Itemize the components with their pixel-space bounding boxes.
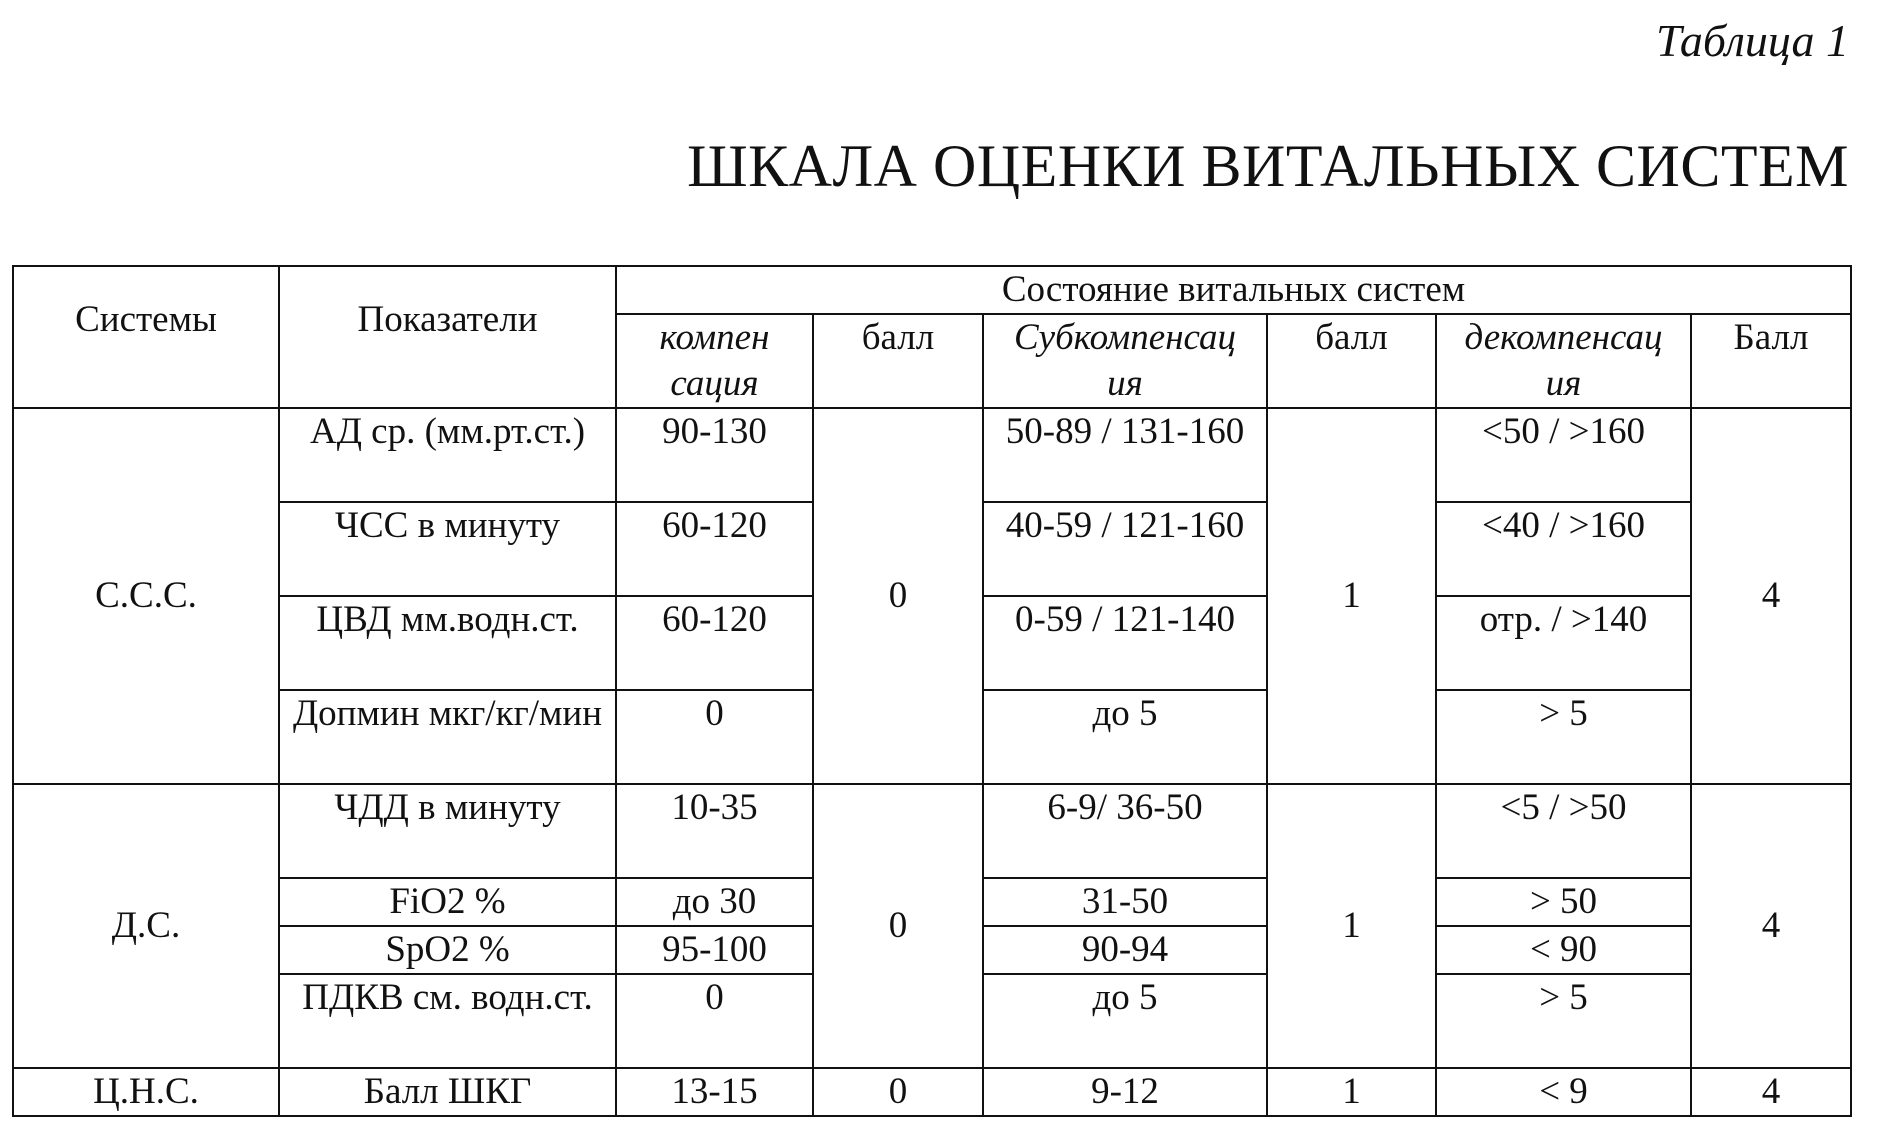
score-comp-cell: 0 bbox=[813, 408, 983, 784]
indicator-cell: Балл ШКГ bbox=[279, 1068, 616, 1116]
indicator-cell: ЧДД в минуту bbox=[279, 784, 616, 878]
subcomp-cell: 9-12 bbox=[983, 1068, 1267, 1116]
score-comp-cell: 0 bbox=[813, 1068, 983, 1116]
comp-cell: до 30 bbox=[616, 878, 813, 926]
comp-cell: 13-15 bbox=[616, 1068, 813, 1116]
decomp-cell: > 5 bbox=[1436, 974, 1691, 1068]
decomp-cell: <40 / >160 bbox=[1436, 502, 1691, 596]
score-decomp-cell: 4 bbox=[1691, 408, 1851, 784]
indicator-cell: ЧСС в минуту bbox=[279, 502, 616, 596]
decomp-cell: отр. / >140 bbox=[1436, 596, 1691, 690]
indicator-cell: SpO2 % bbox=[279, 926, 616, 974]
system-name: Д.С. bbox=[13, 784, 279, 1068]
subcomp-cell: 31-50 bbox=[983, 878, 1267, 926]
comp-cell: 0 bbox=[616, 974, 813, 1068]
table-row bbox=[13, 408, 1851, 502]
decomp-cell: <50 / >160 bbox=[1436, 408, 1691, 502]
header-indicators: Показатели bbox=[279, 266, 616, 408]
decomp-cell: < 9 bbox=[1436, 1068, 1691, 1116]
subcomp-cell: до 5 bbox=[983, 690, 1267, 784]
decomp-cell: < 90 bbox=[1436, 926, 1691, 974]
header-score-1: балл bbox=[813, 314, 983, 408]
comp-cell: 60-120 bbox=[616, 596, 813, 690]
decomp-cell: > 50 bbox=[1436, 878, 1691, 926]
subcomp-cell: 90-94 bbox=[983, 926, 1267, 974]
score-subcomp-cell: 1 bbox=[1267, 1068, 1436, 1116]
header-score-2: балл bbox=[1267, 314, 1436, 408]
comp-cell: 95-100 bbox=[616, 926, 813, 974]
subcomp-cell: 0-59 / 121-140 bbox=[983, 596, 1267, 690]
table-row bbox=[13, 784, 1851, 878]
system-name: С.С.С. bbox=[13, 408, 279, 784]
score-subcomp-cell: 1 bbox=[1267, 784, 1436, 1068]
comp-cell: 60-120 bbox=[616, 502, 813, 596]
subcomp-cell: до 5 bbox=[983, 974, 1267, 1068]
score-comp-cell: 0 bbox=[813, 784, 983, 1068]
indicator-cell: Допмин мкг/кг/мин bbox=[279, 690, 616, 784]
comp-cell: 90-130 bbox=[616, 408, 813, 502]
decomp-cell: > 5 bbox=[1436, 690, 1691, 784]
table-row bbox=[13, 1068, 1851, 1116]
decomp-cell: <5 / >50 bbox=[1436, 784, 1691, 878]
header-row-1 bbox=[13, 266, 1851, 314]
indicator-cell: ЦВД мм.водн.ст. bbox=[279, 596, 616, 690]
comp-cell: 10-35 bbox=[616, 784, 813, 878]
subcomp-cell: 50-89 / 131-160 bbox=[983, 408, 1267, 502]
header-comp: компен сация bbox=[616, 314, 813, 408]
score-subcomp-cell: 1 bbox=[1267, 408, 1436, 784]
system-name: Ц.Н.С. bbox=[13, 1068, 279, 1116]
header-score-3: Балл bbox=[1691, 314, 1851, 408]
page-title: ШКАЛА ОЦЕНКИ ВИТАЛЬНЫХ СИСТЕМ bbox=[687, 133, 1849, 199]
subcomp-cell: 6-9/ 36-50 bbox=[983, 784, 1267, 878]
indicator-cell: FiO2 % bbox=[279, 878, 616, 926]
vital-systems-table bbox=[12, 265, 1852, 1117]
header-subcomp: Субкомпенсац ия bbox=[983, 314, 1267, 408]
header-systems: Системы bbox=[13, 266, 279, 408]
comp-cell: 0 bbox=[616, 690, 813, 784]
score-decomp-cell: 4 bbox=[1691, 784, 1851, 1068]
table-label: Таблица 1 bbox=[1655, 15, 1849, 66]
score-decomp-cell: 4 bbox=[1691, 1068, 1851, 1116]
indicator-cell: АД ср. (мм.рт.ст.) bbox=[279, 408, 616, 502]
subcomp-cell: 40-59 / 121-160 bbox=[983, 502, 1267, 596]
indicator-cell: ПДКВ см. водн.ст. bbox=[279, 974, 616, 1068]
header-decomp: декомпенсац ия bbox=[1436, 314, 1691, 408]
header-group: Состояние витальных систем bbox=[616, 266, 1851, 314]
